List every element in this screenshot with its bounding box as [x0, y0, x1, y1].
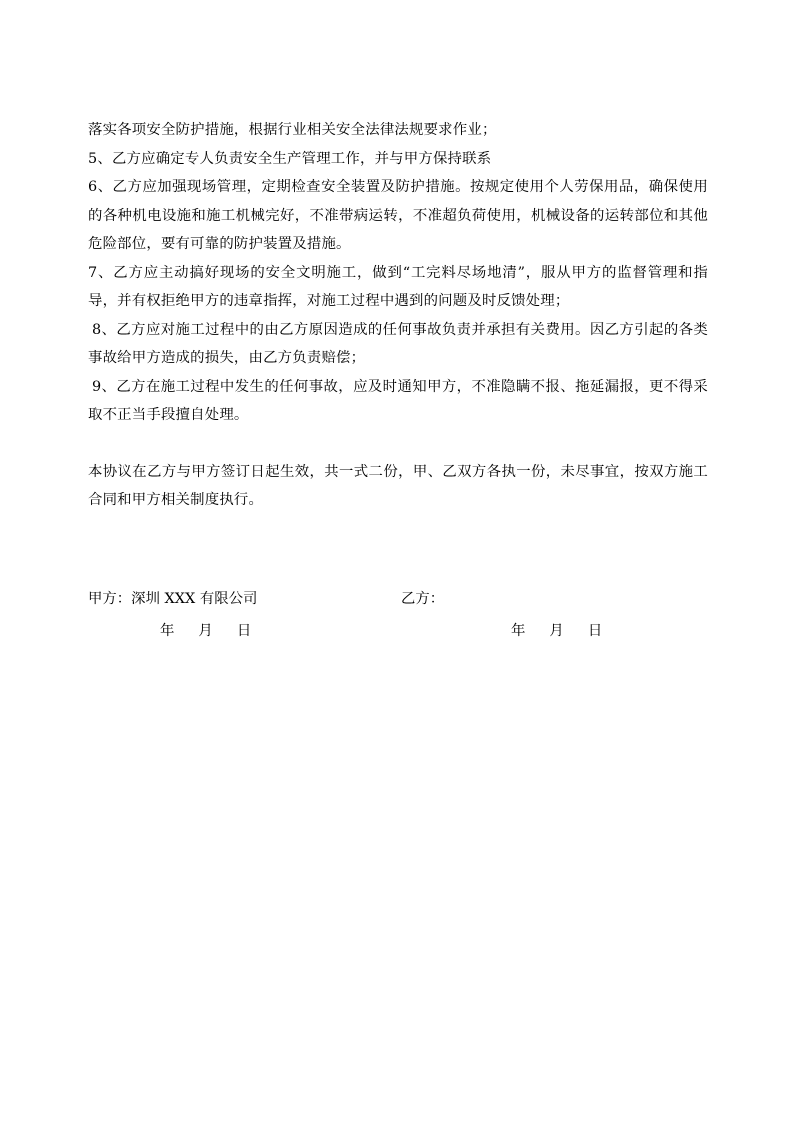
party-a-signature: 甲方：深圳 XXX 有限公司 [88, 591, 258, 607]
clause-5: 5、乙方应确定专人负责安全生产管理工作，并与甲方保持联系 [88, 150, 492, 167]
date-month-label: 月 [549, 623, 564, 639]
closing-statement: 本协议在乙方与甲方签订日起生效，共一式二份，甲、乙双方各执一份，未尽事宜，按双方施工合同和甲方相关制度执行。 [88, 463, 708, 508]
date-day-label: 日 [236, 623, 252, 639]
document-body [88, 116, 708, 515]
party-b-signature: 乙方： [401, 591, 445, 607]
date-month-label: 月 [198, 623, 213, 639]
date-year-label: 年 [160, 623, 175, 639]
date-year-label: 年 [511, 623, 526, 639]
clause-7: 7、乙方应主动搞好现场的安全文明施工，做到“工完料尽场地清”，服从甲方的监督管理和指导，并有权拒绝甲方的违章指挥，对施工过程中遇到的问题及时反馈处理； [88, 264, 708, 309]
party-a-date [160, 621, 251, 641]
clause-continuation: 落实各项安全防护措施，根据行业相关安全法律法规要求作业； [88, 122, 497, 138]
clause-9: 9、乙方在施工过程中发生的任何事故，应及时通知甲方，不准隐瞒不报、拖延漏报，更不得采取不正当手段擅自处理。 [88, 378, 708, 423]
party-b-date [511, 621, 602, 641]
date-day-label: 日 [587, 623, 603, 639]
clause-6: 6、乙方应加强现场管理，定期检查安全装置及防护措施。按规定使用个人劳保用品，确保使用的各种机电设施和施工机械完好，不准带病运转，不准超负荷使用，机械设备的运转部位和其他危险部位，要有可靠的防护装置及措施。 [88, 179, 708, 252]
clause-8: 8、乙方应对施工过程中的由乙方原因造成的任何事故负责并承担有关费用。因乙方引起的各类事故给甲方造成的损失，由乙方负责赔偿； [88, 321, 708, 366]
paragraph-spacer [88, 430, 708, 458]
